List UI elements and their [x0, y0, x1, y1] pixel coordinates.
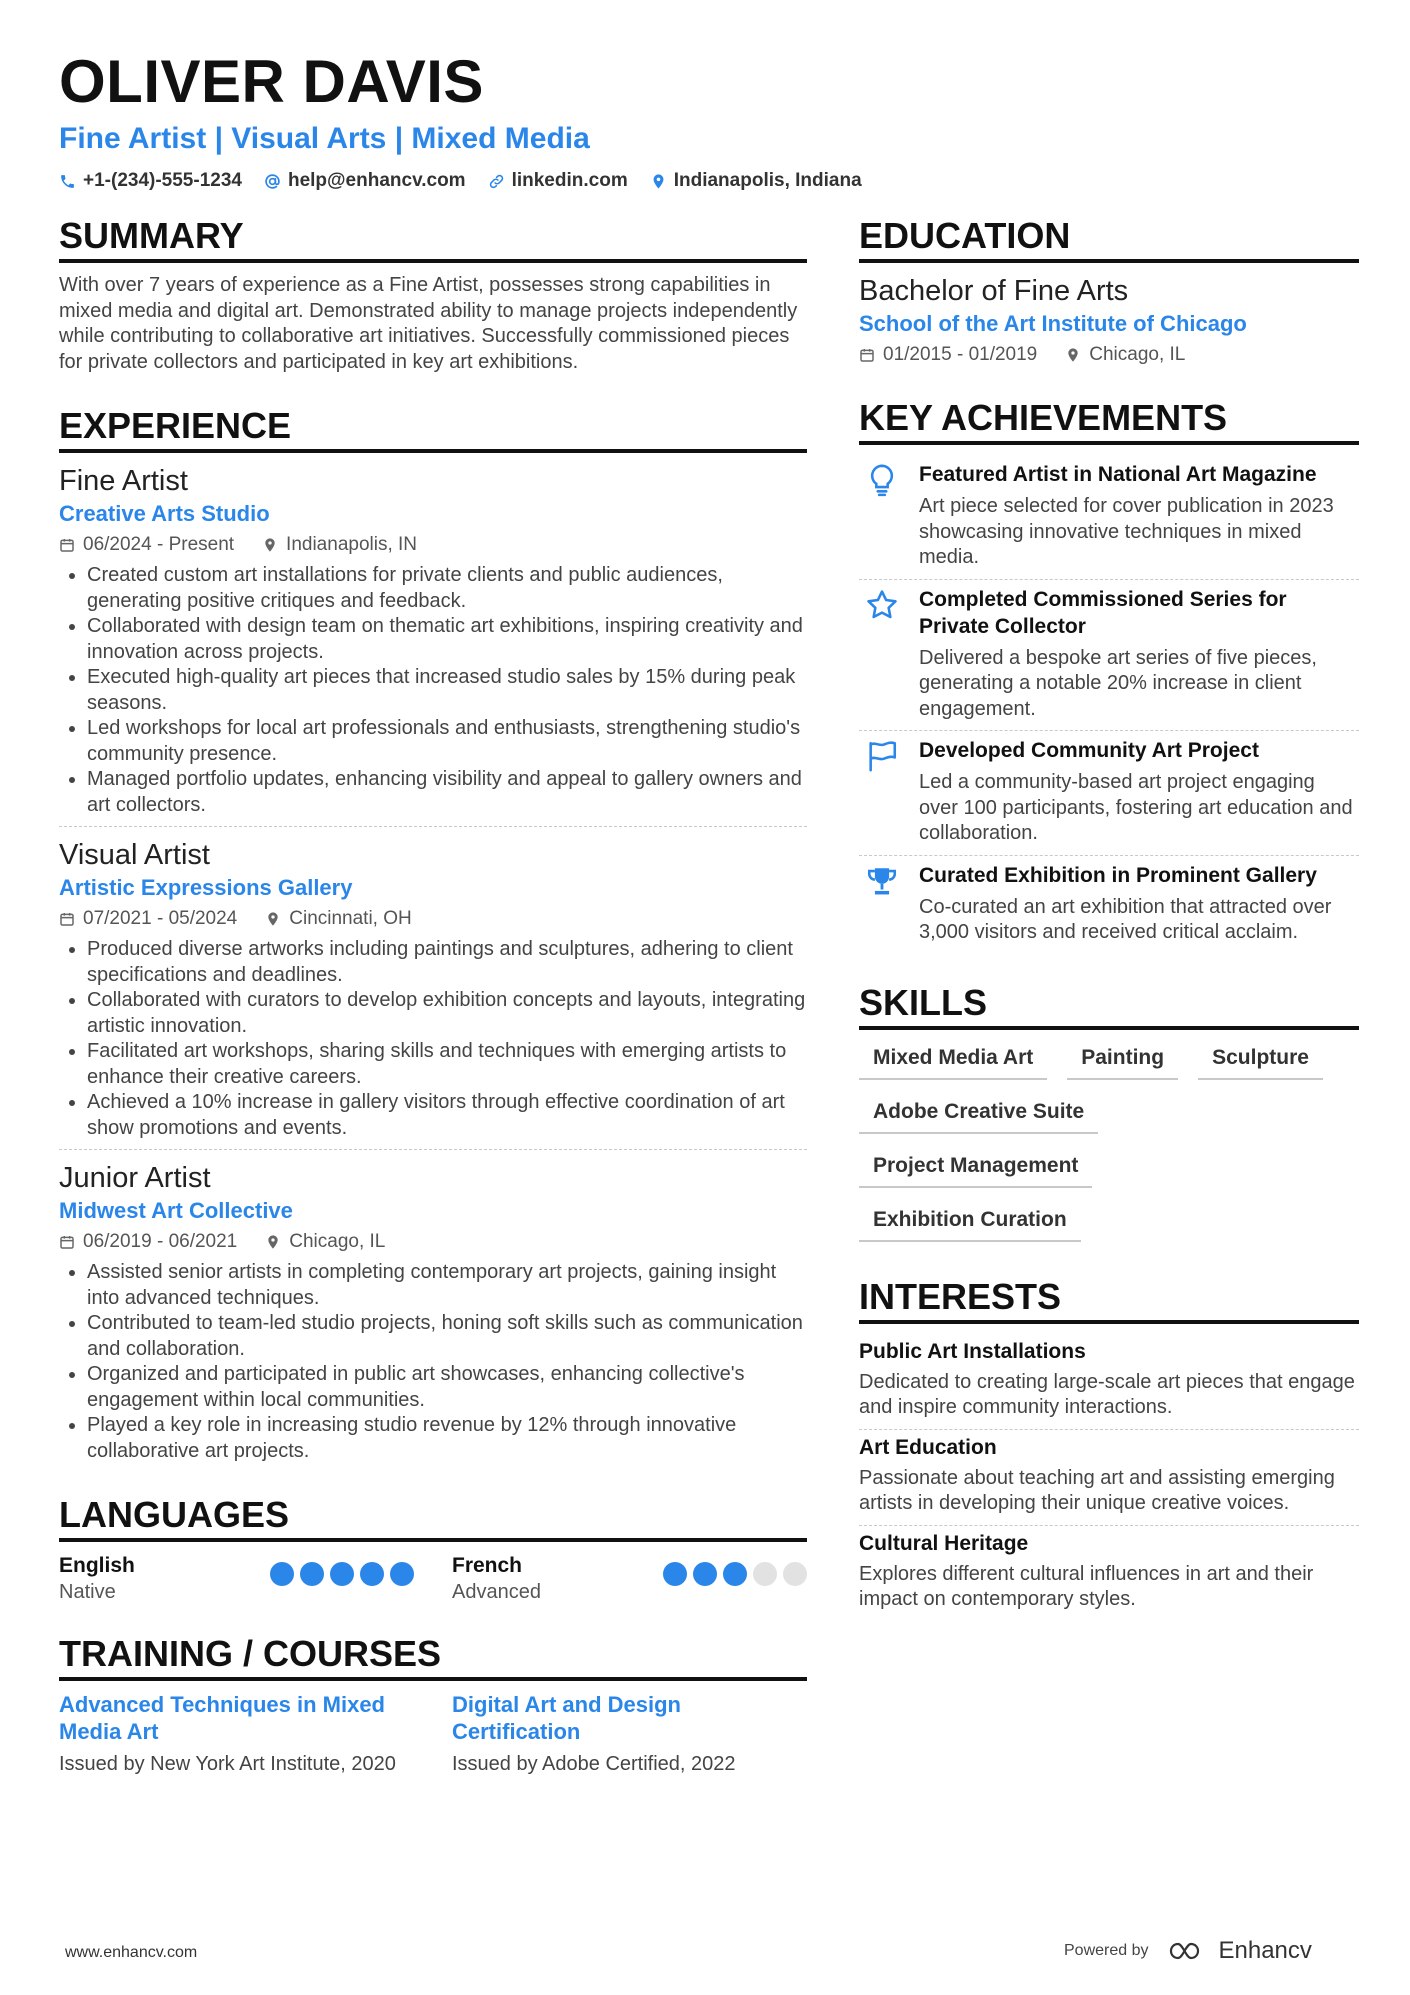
job-dates: [59, 1228, 237, 1256]
rating-dot: [753, 1562, 777, 1586]
linkedin-text: linkedin.com: [511, 170, 628, 191]
job-title: Fine Artist: [59, 465, 188, 497]
map-pin-icon: [262, 537, 278, 553]
rating-dot: [783, 1562, 807, 1586]
summary-section: [59, 215, 807, 375]
brand-name: Enhancv: [1218, 1937, 1312, 1964]
interest-title: Public Art Installations: [859, 1339, 1086, 1363]
footer-website[interactable]: www.enhancv.com: [65, 1944, 198, 1961]
enhancv-logo-icon: [1167, 1939, 1211, 1963]
job-bullet: • Produced diverse artworks including paintings and sculptures, adhering to client specifications and deadlines.: [87, 937, 807, 988]
rating-dot: [693, 1562, 717, 1586]
section-heading-languages: LANGUAGES: [59, 1494, 807, 1542]
achievement-item: [859, 580, 1359, 732]
training-section: [59, 1633, 807, 1777]
left-column: [59, 215, 807, 1777]
calendar-icon: [859, 347, 875, 363]
job-location-text: Chicago, IL: [289, 1231, 386, 1252]
course-list: [59, 1691, 807, 1777]
achievement-desc: Led a community-based art project engaging over 100 participants, fostering art education and collaboration.: [919, 771, 1353, 844]
achievement-desc: Delivered a bespoke art series of five pieces, generating a notable 20% increase in client engagement.: [919, 646, 1317, 720]
education-dates: [859, 341, 1037, 369]
email-text: help@enhancv.com: [287, 170, 466, 191]
achievement-item: [859, 731, 1359, 856]
footer-branding: [1064, 1937, 1312, 1965]
powered-by-text: Powered by: [1064, 1942, 1149, 1959]
course-issuer: Issued by Adobe Certified, 2022: [452, 1753, 736, 1775]
job-location: [265, 1228, 385, 1256]
job-bullets: [59, 563, 807, 818]
section-heading-training: TRAINING / COURSES: [59, 1633, 807, 1681]
company-name: Midwest Art Collective: [59, 1198, 293, 1223]
section-heading-experience: EXPERIENCE: [59, 405, 807, 453]
education-location: [1065, 341, 1185, 369]
job-dates-text: 07/2021 - 05/2024: [83, 908, 238, 929]
job-bullet: • Assisted senior artists in completing contemporary art projects, gaining insight into advanced techniques.: [87, 1260, 807, 1311]
interest-desc: Passionate about teaching art and assisting emerging artists in developing their unique creative voices.: [859, 1466, 1335, 1514]
language-level: Native: [59, 1581, 116, 1603]
skill-tag: Sculpture: [1198, 1040, 1323, 1080]
job-entry: [59, 1160, 807, 1472]
job-dates: [59, 531, 234, 559]
language-level: Advanced: [452, 1581, 541, 1603]
contact-email[interactable]: [264, 170, 466, 192]
rating-dot: [330, 1562, 354, 1586]
interest-item: [859, 1430, 1359, 1526]
job-bullet: • Played a key role in increasing studio revenue by 12% through innovative collaborative art projects.: [87, 1413, 807, 1464]
education-section: [859, 215, 1359, 369]
skill-tag: Exhibition Curation: [859, 1202, 1081, 1242]
job-bullet: • Achieved a 10% increase in gallery visitors through effective coordination of art show promotions and events.: [87, 1090, 807, 1141]
contact-linkedin[interactable]: [488, 170, 628, 192]
contact-bar: [59, 170, 1359, 192]
course-title: Advanced Techniques in Mixed Media Art: [59, 1692, 385, 1744]
achievement-title: Completed Commissioned Series for Private Collector: [919, 587, 1287, 638]
contact-location: [650, 170, 862, 192]
experience-section: [59, 405, 807, 1472]
achievement-title: Featured Artist in National Art Magazine: [919, 463, 1317, 486]
job-bullet: • Organized and participated in public art showcases, enhancing collective's engagement within local communities.: [87, 1362, 807, 1413]
job-dates: [59, 905, 237, 933]
course-title: Digital Art and Design Certification: [452, 1692, 681, 1744]
rating-dot: [390, 1562, 414, 1586]
rating-dot: [663, 1562, 687, 1586]
skill-tag: Project Management: [859, 1148, 1092, 1188]
job-bullet: • Executed high-quality art pieces that increased studio sales by 15% during peak seasons.: [87, 665, 807, 716]
map-pin-icon: [1065, 347, 1081, 363]
job-location-text: Indianapolis, IN: [286, 534, 418, 555]
flag-icon: [865, 739, 899, 773]
candidate-title: Fine Artist | Visual Arts | Mixed Media: [59, 122, 590, 155]
language-item: [59, 1552, 414, 1605]
job-bullets: [59, 937, 807, 1141]
calendar-icon: [59, 911, 75, 927]
job-title: Junior Artist: [59, 1162, 211, 1194]
job-bullet: • Led workshops for local art professionals and enthusiasts, strengthening studio's community presence.: [87, 716, 807, 767]
resume-header: [59, 48, 1359, 192]
section-heading-achievements: KEY ACHIEVEMENTS: [859, 397, 1359, 445]
achievement-desc: Art piece selected for cover publication in 2023 showcasing innovative techniques in mixed media.: [919, 495, 1334, 568]
education-dates-text: 01/2015 - 01/2019: [883, 344, 1038, 365]
phone-icon: [59, 173, 76, 190]
achievement-icon-wrap: [859, 586, 905, 723]
interests-section: [859, 1276, 1359, 1621]
skill-tag: Adobe Creative Suite: [859, 1094, 1098, 1134]
language-name: English: [59, 1554, 135, 1577]
map-pin-icon: [265, 911, 281, 927]
link-icon: [488, 173, 505, 190]
job-bullets: [59, 1260, 807, 1464]
phone-text: +1-(234)-555-1234: [83, 170, 242, 191]
skill-tag: Mixed Media Art: [859, 1040, 1047, 1080]
interest-desc: Dedicated to creating large-scale art pieces that engage and inspire community interactions.: [859, 1370, 1355, 1418]
achievement-title: Developed Community Art Project: [919, 739, 1259, 762]
language-list: [59, 1552, 807, 1605]
job-bullet: • Collaborated with curators to develop exhibition concepts and layouts, integrating artistic innovation.: [87, 988, 807, 1039]
job-meta: [59, 531, 807, 559]
course-issuer: Issued by New York Art Institute, 2020: [59, 1753, 396, 1775]
achievement-title: Curated Exhibition in Prominent Gallery: [919, 863, 1317, 887]
job-bullet: • Collaborated with design team on thematic art exhibitions, inspiring creativity and innovation across projects.: [87, 614, 807, 665]
skills-section: [859, 982, 1359, 1242]
interest-desc: Explores different cultural influences in art and their impact on contemporary styles.: [859, 1562, 1314, 1610]
job-bullet: • Facilitated art workshops, sharing skills and techniques with emerging artists to enhance their creative careers.: [87, 1039, 807, 1090]
rating-dot: [360, 1562, 384, 1586]
job-bullet: • Created custom art installations for private clients and public audiences, generating positive critiques and feedback.: [87, 563, 807, 614]
company-name: Artistic Expressions Gallery: [59, 875, 353, 900]
job-location: [262, 531, 417, 559]
interest-title: Cultural Heritage: [859, 1531, 1029, 1555]
achievements-section: [859, 397, 1359, 954]
education-meta: [859, 341, 1359, 369]
job-entry: [59, 463, 807, 827]
section-heading-skills: SKILLS: [859, 982, 1359, 1030]
contact-phone[interactable]: [59, 170, 242, 192]
job-entry: [59, 837, 807, 1150]
language-rating: [270, 1562, 414, 1586]
rating-dot: [300, 1562, 324, 1586]
at-icon: [264, 173, 281, 190]
job-location-text: Cincinnati, OH: [289, 908, 412, 929]
calendar-icon: [59, 1234, 75, 1250]
achievement-item: [859, 455, 1359, 580]
section-heading-interests: INTERESTS: [859, 1276, 1359, 1324]
job-meta: [59, 1228, 807, 1256]
language-item: [452, 1552, 807, 1605]
language-name: French: [452, 1554, 523, 1577]
language-rating: [663, 1562, 807, 1586]
school-name: School of the Art Institute of Chicago: [859, 311, 1247, 336]
education-location-text: Chicago, IL: [1089, 344, 1186, 365]
calendar-icon: [59, 537, 75, 553]
job-dates-text: 06/2024 - Present: [83, 534, 235, 555]
skill-list: [859, 1040, 1359, 1242]
rating-dot: [723, 1562, 747, 1586]
achievement-desc: Co-curated an art exhibition that attracted over 3,000 visitors and received critical acclaim.: [919, 895, 1332, 943]
summary-text: With over 7 years of experience as a Fine Artist, possesses strong capabilities in mixed media and digital art. Demonstrated ability to manage projects independently while contributing to collaborative art initiatives. Successfully commissioned pieces for private collectors and participated in key art exhibitions.: [59, 274, 798, 373]
right-column: [859, 215, 1359, 1621]
job-meta: [59, 905, 807, 933]
interest-item: [859, 1526, 1359, 1621]
achievement-icon-wrap: [859, 862, 905, 946]
interest-title: Art Education: [859, 1435, 997, 1459]
job-location: [265, 905, 412, 933]
candidate-name: OLIVER DAVIS: [59, 48, 484, 115]
job-dates-text: 06/2019 - 06/2021: [83, 1231, 238, 1252]
interest-item: [859, 1334, 1359, 1430]
achievement-icon-wrap: [859, 461, 905, 571]
map-pin-icon: [265, 1234, 281, 1250]
course-item: [59, 1691, 414, 1777]
job-bullet: • Managed portfolio updates, enhancing visibility and appeal to gallery owners and art collectors.: [87, 767, 807, 818]
job-bullet: • Contributed to team-led studio projects, honing soft skills such as communication and collaboration.: [87, 1311, 807, 1362]
section-heading-education: EDUCATION: [859, 215, 1359, 263]
achievement-item: [859, 856, 1359, 954]
map-pin-icon: [650, 173, 667, 190]
achievement-icon-wrap: [859, 737, 905, 847]
brand-logo[interactable]: [1167, 1937, 1312, 1965]
section-heading-summary: SUMMARY: [59, 215, 807, 263]
job-title: Visual Artist: [59, 839, 210, 871]
degree-title: Bachelor of Fine Arts: [859, 275, 1129, 307]
company-name: Creative Arts Studio: [59, 501, 270, 526]
languages-section: [59, 1494, 807, 1605]
lightbulb-icon: [865, 463, 899, 497]
rating-dot: [270, 1562, 294, 1586]
course-item: [452, 1691, 807, 1777]
skill-tag: Painting: [1067, 1040, 1178, 1080]
star-icon: [865, 588, 899, 622]
location-text: Indianapolis, Indiana: [673, 170, 862, 191]
achievement-list: [859, 455, 1359, 954]
trophy-icon: [865, 864, 899, 898]
